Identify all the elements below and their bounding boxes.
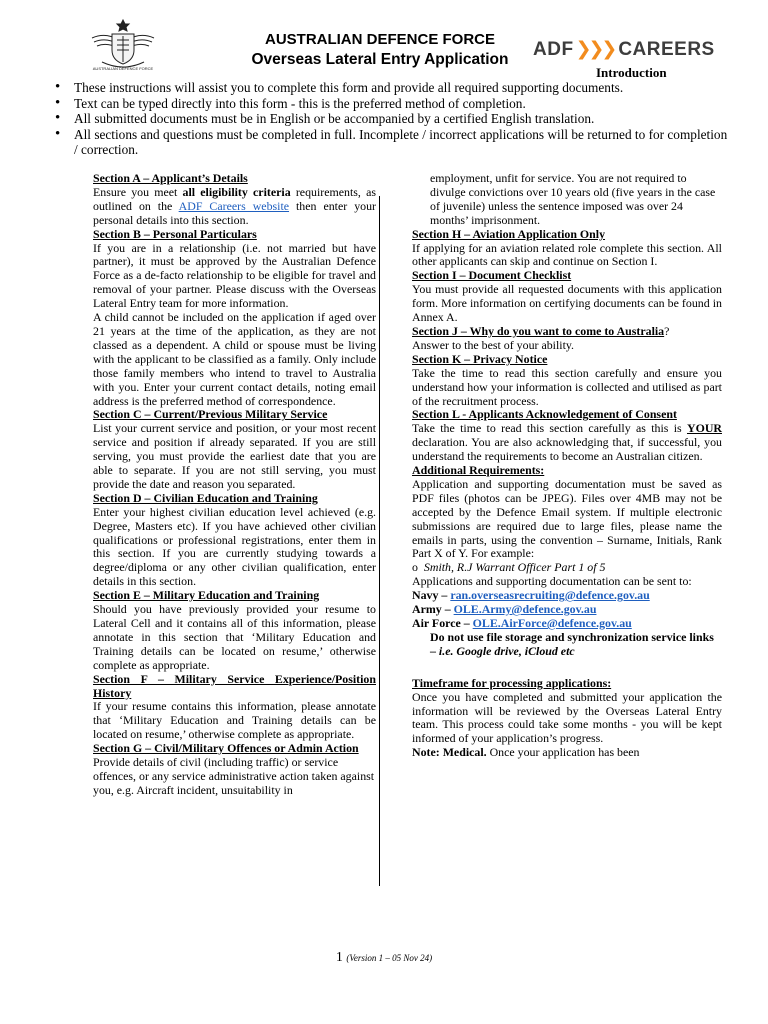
document-title — [210, 30, 550, 70]
additional-requirements-text: Application and supporting documentation must be saved as PDF files (photos can be JPEG). Files over 4MB may not be accepted by the Defence Email system. If multiple electronic submissions are required due to large files, please name the emails in parts, using the convention – Surname, Initials, Rank Part X of Y. For example: — [412, 476, 722, 561]
intro-item: • All sections and questions must be completed in full. Incomplete / incorrect applications will be returned to for completion / correction. — [50, 127, 730, 158]
section-k-text: Take the time to read this section carefully and ensure you understand how your information is collected and utilised as part of the recruitment process. — [412, 365, 722, 408]
army-email-link[interactable]: OLE.Army@defence.gov.au — [453, 602, 597, 617]
text-run: Do not use file storage and synchronization service links – — [430, 629, 714, 658]
right-column — [412, 172, 722, 760]
medical-note — [412, 746, 722, 760]
section-f-heading: Section F – Military Service Experience/Position History — [93, 671, 376, 700]
text-run: declaration. You are also acknowledging that, if successful, you understand the requirements to become an Australian citizen. — [412, 435, 722, 464]
section-c-heading: Section C – Current/Previous Military Service — [93, 407, 328, 422]
send-to-text: Applications and supporting documentation can be sent to: — [412, 574, 692, 589]
storage-examples: i.e. Google drive, iCloud etc — [438, 643, 575, 658]
section-e-text: Should you have previously provided your resume to Lateral Cell and it contains all of this information, please annotate in this section that ‘Military Education and Training details can be located on resume,’ otherwise complete as appropriate. — [93, 602, 376, 672]
timeframe-text: Once you have completed and submitted your application the information will be reviewed by the Overseas Lateral Entry team. This process could take some months - you will be kept informed of your application’s progress. — [412, 689, 722, 746]
version-label: (Version 1 – 05 Nov 24) — [346, 953, 433, 963]
text-run: Once your application has been — [486, 745, 640, 760]
airforce-label: Air Force – — [412, 616, 473, 630]
section-h-heading: Section H – Aviation Application Only — [412, 226, 606, 241]
section-b-heading: Section B – Personal Particulars — [93, 226, 257, 241]
section-c-text: List your current service and position, or your most recent service and position if already separated. If you are still serving, you must provide the earliest date that you are able to separate. If you are not still serving, you must provide the date and reason you separated. — [93, 421, 376, 491]
section-d-heading: Section D – Civilian Education and Training — [93, 490, 318, 505]
section-j-heading: Section J – Why do you want to come to Australia — [412, 323, 665, 338]
section-a-text — [93, 186, 376, 228]
airforce-email-link[interactable]: OLE.AirForce@defence.gov.au — [472, 616, 632, 630]
section-b-text-2: A child cannot be included on the application if aged over 21 years at the time of the application, as they are not classed as a dependent. A child or spouse must be living with the applicant to be classified as a family. Only include those family members who intend to travel to Australia with you. Enter your current contact details, noting email address is the preferred method of correspondence. — [93, 310, 376, 408]
navy-label: Navy – — [412, 588, 451, 603]
intro-bullet-list — [50, 80, 730, 158]
section-g-text: Provide details of civil (including traffic) or service offences, or any service administrative action taken against you, e.g. Aircraft incident, unsuitability in — [93, 755, 375, 797]
naming-example — [412, 561, 722, 575]
eligibility-bold: all eligibility criteria — [182, 184, 291, 199]
chevrons-icon: ❯❯❯ — [575, 39, 615, 60]
text-run: Ensure you meet — [93, 184, 183, 199]
text-run: requirements, as outlined on the — [93, 184, 376, 213]
intro-item: • Text can be typed directly into this form - this is the preferred method of completion. — [50, 96, 730, 112]
your-emphasis: YOUR — [686, 421, 722, 436]
section-b-text-1: If you are in a relationship (i.e. not married but have partner), it must be approved by the Australian Defence Force as a de-facto relationship to be eligible for travel and removal of your partner. Please discuss with the Overseas Lateral Entry team for more information. — [93, 240, 376, 311]
title-line-1: AUSTRALIAN DEFENCE FORCE — [264, 31, 495, 48]
circle-bullet-icon: o — [412, 560, 418, 575]
adf-careers-website-link[interactable]: ADF Careers website — [178, 198, 290, 213]
section-l-heading: Section L - Applicants Acknowledgement of Consent — [412, 407, 677, 422]
section-h-text: If applying for an aviation related role complete this section. All other applicants can skip and continue on Section I. — [412, 240, 722, 269]
intro-item: • All submitted documents must be in English or be accompanied by a certified English translation. — [50, 111, 730, 127]
title-line-2: Overseas Lateral Entry Application — [251, 51, 509, 68]
section-j-heading-wrap — [412, 325, 722, 339]
logo-adf-text: ADF — [533, 39, 574, 60]
navy-contact — [412, 589, 722, 603]
section-j-text: Answer to the best of your ability. — [412, 337, 575, 352]
storage-warning — [412, 631, 722, 659]
left-column — [93, 172, 376, 798]
section-i-heading: Section I – Document Checklist — [412, 268, 572, 283]
example-text: Smith, R.J Warrant Officer Part 1 of 5 — [423, 560, 606, 575]
note-label: Note: Medical. — [412, 745, 487, 760]
section-g-continued: employment, unfit for service. You are not required to divulge convictions over 10 years old (five years in the case of juvenile) unless the sentence imposed was over 24 months’ imprisonment. — [430, 171, 716, 227]
column-divider — [379, 196, 380, 886]
page-footer — [0, 950, 768, 966]
adf-careers-logo — [533, 38, 715, 61]
logo-careers-text: CAREERS — [618, 39, 715, 60]
army-contact — [412, 603, 722, 617]
section-d-text: Enter your highest civilian education level achieved (e.g. Degree, Masters etc). If you have achieved other civilian qualifications or professional registrations, enter them in this section. If you are currently studying towards a degree/diploma or any other civilian qualification, enter details in this section. — [93, 504, 376, 589]
section-l-text — [412, 422, 722, 464]
text-run: ? — [664, 323, 670, 338]
section-g-heading: Section G – Civil/Military Offences or Admin Action — [93, 741, 359, 756]
section-a-heading: Section A – Applicant’s Details — [93, 171, 248, 185]
section-k-heading: Section K – Privacy Notice — [412, 351, 548, 366]
airforce-contact — [412, 617, 722, 631]
section-i-text: You must provide all requested documents with this application form. More information on certifying documents can be found in Annex A. — [412, 282, 722, 325]
text-run: Take the time to read this section carefully as this is — [412, 421, 687, 436]
intro-heading: Introduction — [596, 65, 667, 80]
additional-requirements-heading: Additional Requirements: — [412, 463, 545, 478]
army-label: Army – — [412, 602, 454, 617]
text-run: then enter your personal details into this section. — [93, 198, 376, 227]
page-number: 1 — [335, 950, 343, 965]
intro-item: • These instructions will assist you to complete this form and provide all required supporting documents. — [50, 80, 730, 96]
svg-text:AUSTRALIAN DEFENCE FORCE: AUSTRALIAN DEFENCE FORCE — [92, 66, 154, 71]
adf-crest-icon — [88, 18, 158, 72]
navy-email-link[interactable]: ran.overseasrecruiting@defence.gov.au — [450, 588, 650, 603]
timeframe-heading: Timeframe for processing applications: — [412, 675, 612, 690]
section-f-text: If your resume contains this information, please annotate that ‘Military Education and Training details can be located on resume,’ otherwise complete as appropriate. — [93, 699, 376, 742]
section-e-heading: Section E – Military Education and Training — [93, 588, 320, 603]
